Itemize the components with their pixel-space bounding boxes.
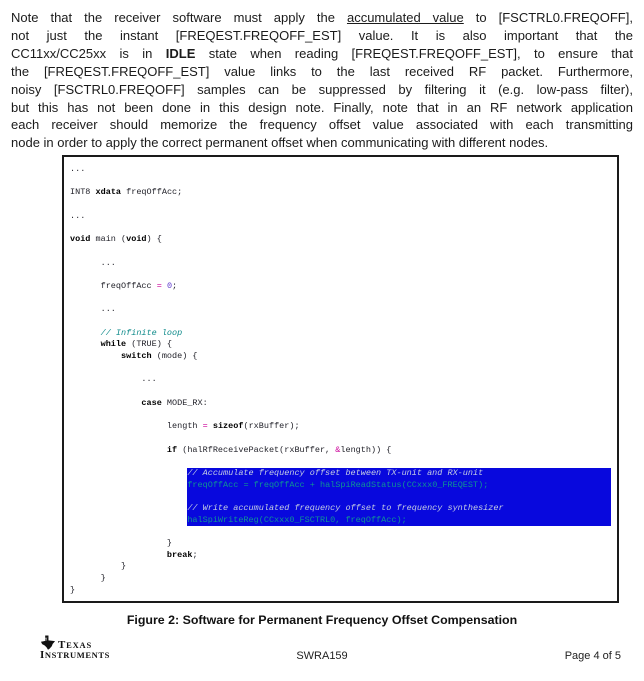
code-line-highlighted xyxy=(70,468,613,480)
paragraph-line: noisy [FSCTRL0.FREQOFF] samples can be suppressed by filtering it (e.g. low-pass filter), xyxy=(11,81,633,97)
code-line: ... xyxy=(100,304,116,315)
code-line: freqOffAcc = 0; xyxy=(100,280,178,291)
paragraph-line: CC11xx/CC25xx is in IDLE state when reading [FREQEST.FREQOFF_EST], to ensure that xyxy=(11,45,633,61)
code-line: break; xyxy=(166,549,198,560)
ti-logo-instruments: INSTRUMENTS xyxy=(40,649,110,661)
paragraph-line: node in order to apply the correct permanent offset when communicating with different nodes. xyxy=(11,135,549,151)
paragraph-line: the [FREQEST.FREQOFF_EST] value links to the last received RF packet. Furthermore, xyxy=(11,63,633,79)
ti-logo-texas: TEXAS xyxy=(58,639,93,651)
selection-highlight xyxy=(187,491,611,503)
paragraph-line: Note that the receiver software must apply the accumulated value to [FSCTRL0.FREQOFF], xyxy=(11,10,633,25)
code-line: ... xyxy=(70,210,86,221)
code-line xyxy=(70,363,613,375)
selection-highlight: // Accumulate frequency offset between TX-unit and RX-unit xyxy=(187,468,611,480)
code-line xyxy=(70,246,613,258)
code-line-highlighted xyxy=(70,480,613,492)
selection-highlight: halSpiWriteReg(CCxxx0_FSCTRL0, freqOffAcc); xyxy=(187,515,611,527)
body-paragraph xyxy=(11,9,633,152)
page-footer xyxy=(0,633,644,673)
code-line xyxy=(70,456,613,468)
code-line xyxy=(70,316,613,328)
code-line: while (TRUE) { xyxy=(100,339,173,350)
code-line xyxy=(70,386,613,398)
selection-highlight: // Write accumulated frequency offset to frequency synthesizer xyxy=(187,503,611,515)
code-line xyxy=(70,176,613,188)
code-line xyxy=(70,409,613,421)
figure-caption: Figure 2: Software for Permanent Frequency Offset Compensation xyxy=(126,613,518,627)
code-line: length = sizeof(rxBuffer); xyxy=(166,421,300,432)
code-line: ... xyxy=(141,374,157,385)
code-line: case MODE_RX: xyxy=(141,397,208,408)
paragraph-line: not just the instant [FREQEST.FREQOFF_EST] value. It is also important that the xyxy=(11,27,633,43)
code-line: INT8 xdata freqOffAcc; xyxy=(70,187,183,198)
code-line xyxy=(70,222,613,234)
code-line: } xyxy=(70,584,76,595)
code-line xyxy=(70,293,613,305)
footer-page-number: Page 4 of 5 xyxy=(564,650,621,662)
code-line: void main (void) { xyxy=(70,234,162,245)
paragraph-line: each receiver should memorize the frequency offset value associated with each transmitting xyxy=(11,117,633,133)
code-line xyxy=(70,269,613,281)
code-line: ... xyxy=(70,164,86,174)
code-line xyxy=(70,199,613,211)
code-line-highlighted xyxy=(70,503,613,515)
paragraph-line: but this has not been done in this design note. Finally, note that in an RF network application xyxy=(11,99,633,115)
code-line xyxy=(70,433,613,445)
code-line: switch (mode) { xyxy=(121,351,198,361)
texas-map-icon xyxy=(40,635,56,650)
code-line xyxy=(70,526,613,538)
code-line: } xyxy=(121,561,127,572)
code-line-highlighted xyxy=(70,491,613,503)
code-line: // Infinite loop xyxy=(100,327,183,338)
code-line: ... xyxy=(100,257,116,268)
code-line: if (halRfReceivePacket(rxBuffer, &length)) { xyxy=(166,444,392,455)
code-line-highlighted xyxy=(70,515,613,527)
selection-highlight: freqOffAcc = freqOffAcc + halSpiReadStatus(CCxxx0_FREQEST); xyxy=(187,480,611,492)
code-listing-box xyxy=(62,155,619,603)
code-line: } xyxy=(100,573,106,584)
svg-text:ti: ti xyxy=(44,637,48,643)
code-line: } xyxy=(166,538,173,548)
footer-doc-id: SWRA159 xyxy=(296,650,348,662)
